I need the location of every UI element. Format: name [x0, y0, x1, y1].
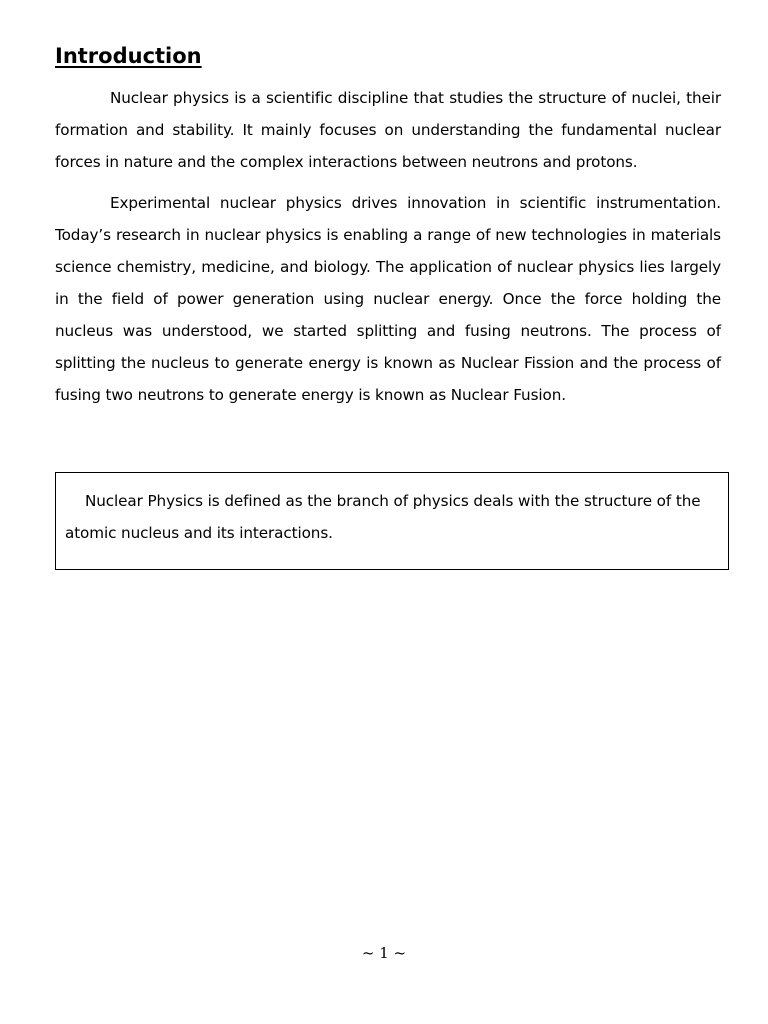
page-number: ~ 1 ~: [361, 944, 407, 962]
section-heading: Introduction: [55, 44, 202, 68]
definition-box: [55, 472, 729, 570]
paragraph-1: Nuclear physics is a scientific discipline that studies the structure of nuclei, their formation and stability. It mainly focuses on understanding the fundamental nuclear forces in nature and the complex interactions between neutrons and protons.: [55, 89, 721, 171]
paragraph-2: Experimental nuclear physics drives innovation in scientific instrumentation. Today’s research in nuclear physics is enabling a range of new technologies in materials science chemistry, medicine, and biology. The application of nuclear physics lies largely in the field of power generation using nuclear energy. Once the force holding the nucleus was understood, we started splitting and fusing neutrons. The process of splitting the nucleus to generate energy is known as Nuclear Fission and the process of fusing two neutrons to generate energy is known as Nuclear Fusion.: [55, 194, 721, 404]
definition-text: Nuclear Physics is defined as the branch of physics deals with the structure of the atomic nucleus and its interactions.: [65, 492, 701, 542]
